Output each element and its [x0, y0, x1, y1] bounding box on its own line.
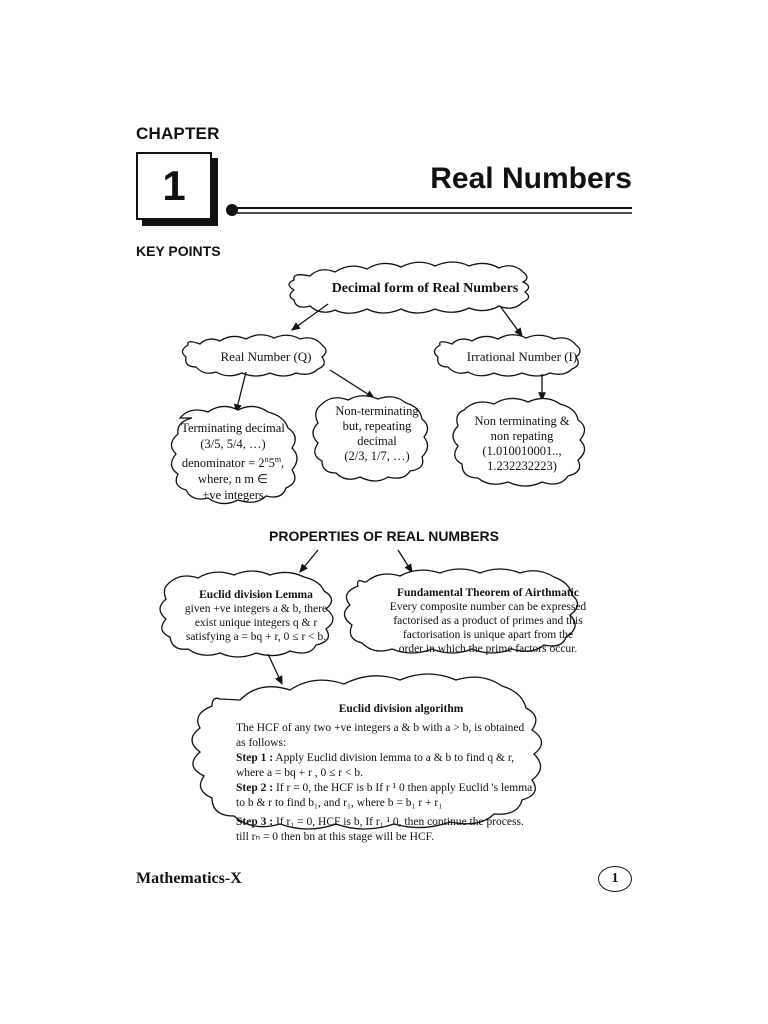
algorithm-step-1-cont: where a = bq + r , 0 ≤ r < b.: [236, 767, 363, 779]
algorithm-step-2: Step 2 : If r = 0, the HCF is b If r ¹ 0 then apply Euclid 's lemma: [236, 782, 533, 794]
terminating-line-4: where, n m ∈: [198, 472, 268, 487]
terminating-line-5: +ve integers: [202, 488, 264, 503]
rule-dot: [226, 204, 238, 216]
algorithm-step-1: Step 1 : Apply Euclid division lemma to a & b to find q & r,: [236, 752, 515, 764]
key-points-heading: KEY POINTS: [136, 243, 221, 259]
root-node-label: Decimal form of Real Numbers: [331, 281, 519, 296]
page-number: 1: [598, 866, 632, 892]
repeating-line-1: Non-terminating: [335, 404, 419, 418]
algorithm-step-3: Step 3 : If r₁ = 0, HCF is b, If r₁ ¹ 0, then continue the process.: [236, 816, 524, 828]
repeating-line-3: decimal: [357, 434, 397, 448]
chapter-label: CHAPTER: [136, 124, 220, 143]
algorithm-step-2-cont: to b & r to find b₁, and r₁, where b = b₁ r + r₁: [236, 797, 443, 809]
chapter-title: Real Numbers: [430, 162, 632, 195]
algorithm-title: Euclid division algorithm: [338, 703, 464, 715]
terminating-line-3: denominator = $2^n5^m$,: [181, 455, 285, 471]
theorem-line-1: Every composite number can be expressed: [389, 601, 587, 613]
book-name: Mathematics-X: [136, 870, 242, 887]
repeating-line-4: (2/3, 1/7, …): [344, 449, 410, 463]
properties-heading: PROPERTIES OF REAL NUMBERS: [269, 528, 499, 544]
non-repeating-line-1: Non terminating &: [474, 414, 570, 428]
terminating-node: [168, 420, 298, 503]
algorithm-line-1: The HCF of any two +ve integers a & b with a > b, is obtained: [236, 722, 525, 734]
lemma-node: [166, 588, 346, 644]
irrational-node-label: Irrational Number (I): [466, 349, 578, 364]
rational-node-label: Real Number (Q): [220, 349, 312, 364]
repeating-node: [316, 404, 438, 464]
repeating-line-2: but, repeating: [342, 419, 412, 433]
theorem-node: [362, 586, 614, 656]
algorithm-line-2: as follows:: [236, 737, 287, 749]
terminating-line-2: (3/5, 5/4, …): [200, 437, 266, 451]
algorithm-node: [236, 702, 566, 845]
theorem-title: Fundamental Theorem of Airthmatic: [397, 587, 579, 599]
lemma-line-2: exist unique integers q & r: [194, 617, 318, 629]
terminating-line-1: Terminating decimal: [181, 421, 285, 435]
chapter-number-box: 1: [136, 152, 212, 220]
lemma-line-3: satisfying a = bq + r, 0 ≤ r < b.: [185, 631, 327, 643]
lemma-title: Euclid division Lemma: [199, 589, 313, 601]
lemma-line-1: given +ve integers a & b, there: [184, 603, 328, 615]
theorem-line-4: order in which the prime factors occur.: [398, 643, 578, 655]
theorem-line-2: factorised as a product of primes and this: [393, 615, 583, 627]
non-repeating-line-4: 1.232232223): [487, 459, 557, 473]
non-repeating-line-3: (1.010010001..,: [482, 444, 562, 458]
non-repeating-node: [456, 414, 588, 474]
algorithm-step-3-cont: till rₙ = 0 then bn at this stage will be HCF.: [236, 831, 434, 843]
non-repeating-line-2: non repating: [490, 429, 554, 443]
theorem-line-3: factorisation is unique apart from the: [402, 629, 574, 641]
